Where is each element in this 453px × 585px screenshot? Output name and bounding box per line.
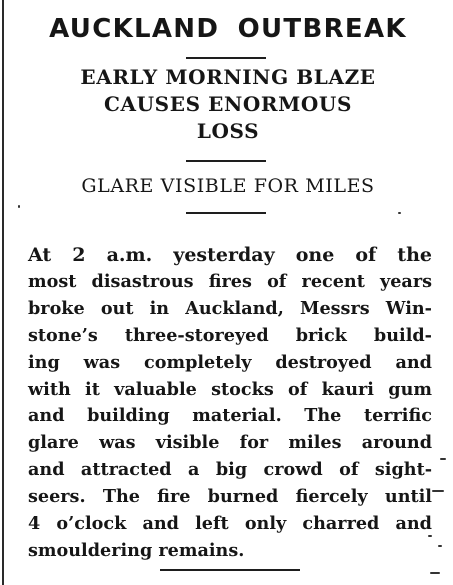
print-speck <box>430 572 440 574</box>
deck-line: CAUSES ENORMOUS <box>104 92 352 116</box>
deck-line: LOSS <box>196 119 260 143</box>
divider-rule <box>186 160 266 162</box>
divider-rule <box>186 212 266 214</box>
body-line: stone’s three-storeyed brick build- <box>28 324 432 346</box>
print-speck <box>432 490 444 492</box>
headline: AUCKLAND OUTBREAK <box>49 14 407 44</box>
divider-rule <box>160 569 300 571</box>
article-body <box>28 242 432 565</box>
body-line: At 2 a.m. yesterday one of the <box>28 244 432 266</box>
divider-rule <box>186 57 266 59</box>
subheading: GLARE VISIBLE FOR MILES <box>81 175 375 197</box>
print-speck <box>428 535 432 537</box>
deck-line: EARLY MORNING BLAZE <box>80 65 376 89</box>
body-line: smouldering remains. <box>28 539 245 561</box>
print-speck <box>438 545 442 547</box>
body-line: most disastrous fires of recent years <box>28 270 432 292</box>
body-line: seers. The fire burned fiercely until <box>28 486 432 508</box>
print-speck <box>398 212 401 214</box>
deck-headline <box>20 64 436 145</box>
body-line: and attracted a big crowd of sight- <box>28 459 432 481</box>
body-line: glare was visible for miles around <box>28 432 432 454</box>
body-line: broke out in Auckland, Messrs Win- <box>28 297 432 319</box>
body-line: with it valuable stocks of kauri gum <box>28 378 432 400</box>
print-speck <box>440 458 446 460</box>
print-speck <box>18 205 20 208</box>
body-line: and building material. The terrific <box>28 405 432 427</box>
body-line: ing was completely destroyed and <box>28 351 432 373</box>
body-line: 4 o’clock and left only charred and <box>28 513 432 535</box>
column-rule <box>2 0 4 585</box>
